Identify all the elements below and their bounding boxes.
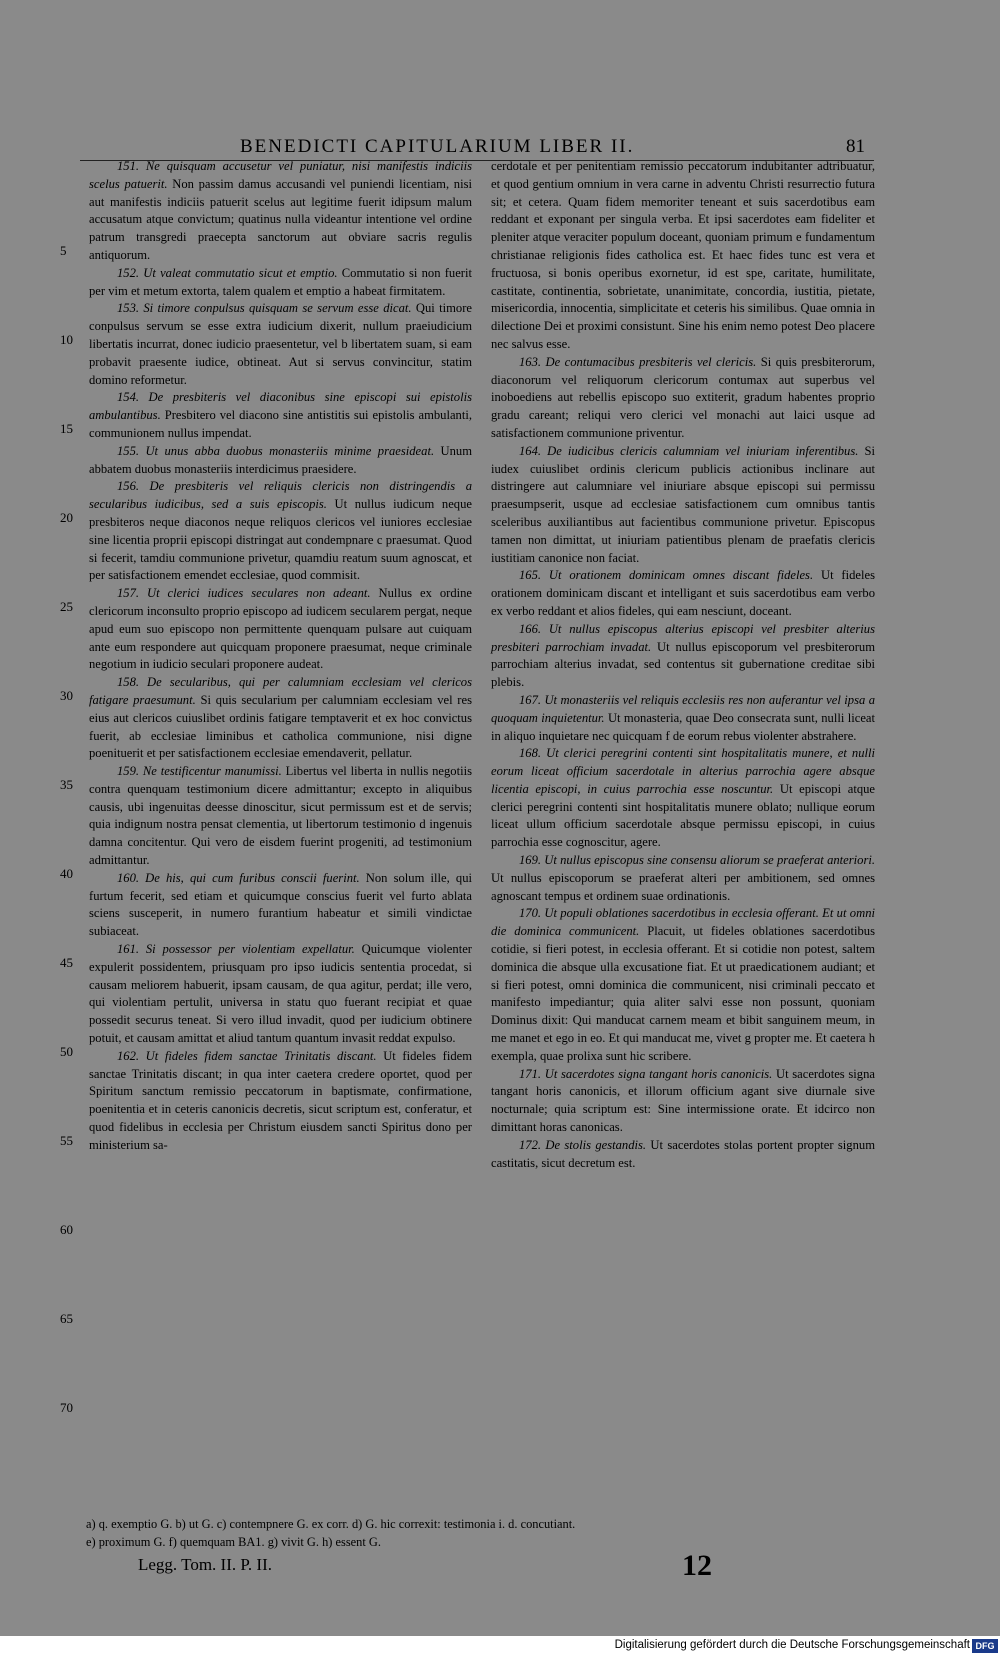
capitulum-heading: 164. De iudicibus clericis calumniam vel iniuriam inferentibus. [519, 443, 859, 458]
capitulum-text: Si quis secularium per calumniam ecclesiam vel res eius aut clericos cuiuslibet ordinis fatigare temptaverit et ex hoc convictus fuerit, ab ecclesiae liminibus et catholica communione, nisi digne poenituerit et per satisfactionem ecclesiae emendaverit, pellatur. [89, 692, 472, 761]
line-number: 15 [60, 421, 73, 436]
line-number: 40 [60, 866, 73, 881]
capitulum-paragraph [491, 852, 875, 905]
capitulum-heading: 167. Ut monasteriis vel reliquis ecclesiis res non auferantur vel ipsa a quoquam inquietentur. [491, 692, 875, 725]
capitulum-text: Non solum ille, qui furtum fecerit, sed etiam et quicumque conscius fuerit vel furto ablata sciens susceperit, in numero furantium habeatur et simili vindictae subiaceat. [89, 870, 472, 939]
capitulum-text: Nullus ex ordine clericorum inconsulto proprio episcopo ad iudicem secularem pergat, neque apud eum suo episcopo non permittente quenquam pulsare aut cuiquam ante eum respondere aut quicquam proponere praesumat, neque criminale negotium in iudicio seculari proponere audeat. [89, 586, 472, 672]
capitulum-text: Non passim damus accusandi vel puniendi licentiam, nisi aut manifestis indiciis patuerit scelus aut legitime fuerit idipsum malum accusatum atque convictum; quatinus nulla videantur intentione vel ordine patrum transgredi praecepta sanctorum aut obviare sacris regulis antiquorum. [89, 176, 472, 262]
line-number: 20 [60, 510, 73, 525]
capitulum-text: Unum abbatem duobus monasteriis interdicimus praesidere. [89, 443, 472, 476]
capitulum-text: Placuit, ut fideles oblationes sacerdotibus cotidie, si fieri potest, in ecclesia offerant. Et si cotidie non potest, saltem dominica die absque ulla excusatione fiat. Et ut praedicationem audiant; et si fieri potest, omni dominica die communicent, nisi criminali peccato et manifesto impediantur; quia aliter salvi esse non possunt, quoniam Dominus dixit: Qui manducat carnem meam et bibit sanguinem meum, in me manet et ego in eo. Et qui manducat me, vivet g propter me. Et caetera h exempla, quae prolixa sunt hic scribere. [491, 924, 875, 1063]
right-text-column [491, 158, 875, 1172]
line-number: 30 [60, 688, 73, 703]
line-number: 5 [60, 243, 67, 258]
capitulum-heading: 169. Ut nullus episcopus sine consensu aliorum se praeferat anteriori. [519, 853, 875, 868]
capitulum-text: Qui timore conpulsus servum se esse extra iudicium dixerit, nullum praeiudicium libertatis incurrat, donec iudicio praesentetur, vel b libertatem suam, si eam probavit praesente iudice, obtineat. Aut si servus convincitur, statim domino reformetur. [89, 301, 473, 387]
capitulum-text: Ut monasteria, quae Deo consecrata sunt, nulli liceat in aliquo inquietare nec quicquam f de eorum rebus violenter abstrahere. [491, 710, 875, 743]
left-text-column [89, 158, 472, 1155]
capitulum-paragraph [89, 300, 472, 389]
capitulum-heading: 170. Ut populi oblationes sacerdotibus in ecclesia offerant. Et ut omni die dominica communicent. [491, 906, 875, 939]
line-number: 25 [60, 599, 73, 614]
capitulum-heading: 161. Si possessor per violentiam expellatur. [117, 942, 355, 957]
capitulum-paragraph [491, 745, 875, 852]
capitulum-text: Ut nullus episcoporum se praeferat alteri per ambitionem, sed omnes agnoscant tempus et ordinem suae ordinationis. [491, 870, 875, 903]
capitulum-heading: 156. De presbiteris vel reliquis clericis non distringendis a secularibus iudicibus, sed a suis episcopis. [89, 479, 472, 512]
capitulum-paragraph [491, 1066, 875, 1137]
capitulum-paragraph [89, 443, 472, 479]
capitulum-heading: 157. Ut clerici iudices seculares non adeant. [117, 586, 371, 601]
line-number: 50 [60, 1044, 73, 1059]
line-number: 70 [60, 1400, 73, 1415]
capitulum-text: Ut episcopi atque clerici peregrini contenti sint hospitalitatis munere oblato; nullique eorum liceat ullum officium sacerdotale absque permissu episcopi, in cuius parrochia esse cognoscitur, agere. [491, 781, 875, 850]
capitulum-text: Ut sacerdotes signa tangant horis canonicis, et illorum officium agant sive diurnale sive nocturnale; quia scriptum est: Sine intermissione orate. Et idcirco non dimittant horas canonicas. [491, 1066, 875, 1135]
page-number: 81 [846, 136, 865, 157]
capitulum-paragraph [89, 585, 472, 674]
capitulum-paragraph [89, 1048, 472, 1155]
capitulum-heading: 155. Ut unus abba duobus monasteriis minime praesideat. [117, 443, 435, 458]
capitulum-paragraph [89, 941, 472, 1048]
footer-credit: Digitalisierung gefördert durch die Deutsche Forschungsgemeinschaft [614, 1639, 970, 1651]
capitulum-heading: 152. Ut valeat commutatio sicut et emptio. [117, 265, 338, 280]
capitulum-text: Quicumque violenter expulerit possidentem, priusquam pro ipso iudicis sententia procedat, si causam meliorem habuerit, ipsam causam, de qua agitur, perdat; ille vero, qui violentiam pertulit, universa in statu quo fuerant recipiat et quae possedit securus teneat. Si vero illud invadit, quod per iudicium obtinere potuit, et causam amittat et aliud tantum quantum invasit reddat expulso. [89, 942, 472, 1046]
capitulum-paragraph [89, 478, 472, 585]
capitulum-paragraph [491, 443, 875, 568]
footer-bar [0, 1636, 1000, 1657]
sheet-number: 12 [682, 1549, 712, 1582]
running-head: BENEDICTI CAPITULARIUM LIBER II. [240, 136, 635, 157]
capitulum-text: Ut fideles orationem dominicam discant et intelligant et suis sacerdotibus eam verbo ex verbo reddant et alios fideles, qui eam nesciunt, doceant. [491, 568, 875, 618]
capitulum-heading: 151. Ne quisquam accusetur vel puniatur, nisi manifestis indiciis scelus patuerit. [89, 159, 472, 191]
footnote-line: e) proximum G. f) quemquam BA1. g) vivit G. h) essent G. [86, 1534, 381, 1549]
capitulum-paragraph [89, 763, 472, 870]
line-number: 60 [60, 1222, 73, 1237]
line-number: 10 [60, 332, 73, 347]
capitulum-paragraph [89, 158, 472, 265]
capitulum-text: Si quis presbiterorum, diaconorum vel reliquorum clericorum contumax aut superbus vel inoboediens aut rebellis episcopo suo extiterit, gradum habentes proprio gradu careant; reliqui vero clerici vel monachi aut laici usque ad satisfactionem communione priventur. [491, 354, 875, 440]
line-number: 45 [60, 955, 73, 970]
capitulum-text: Ut fideles fidem sanctae Trinitatis discant; in qua inter caetera credere oportet, quod per Spiritum sanctum remissio peccatorum in baptismate, confirmatione, poenitentia et in ceteris canonicis decretis, sicut scriptum est, conferatur, et quod fidelibus in ecclesia per Christum eiusdem sancti Spiritus dono per ministerium sa- [89, 1048, 473, 1152]
capitulum-heading: 171. Ut sacerdotes signa tangant horis canonicis. [519, 1066, 773, 1081]
capitulum-paragraph [491, 621, 875, 692]
capitulum-heading: 168. Ut clerici peregrini contenti sint hospitalitatis munere, et nulli eorum liceat officium sacerdotale in alterius parrochia agere absque licentia episcopi, in cuius parrochia esse noscuntur. [491, 746, 875, 796]
capitulum-paragraph [89, 674, 472, 763]
capitulum-heading: 166. Ut nullus episcopus alterius episcopi vel presbiter alterius presbiteri parrochiam invadat. [491, 621, 875, 654]
footnotes [86, 1516, 876, 1551]
footnote-line: a) q. exemptio G. b) ut G. c) contempnere G. ex corr. d) G. hic correxit: testimonia i. d. concutiant. [86, 1517, 576, 1531]
capitulum-heading: 172. De stolis gestandis. [519, 1137, 647, 1152]
capitulum-heading: 165. Ut orationem dominicam omnes discant fideles. [519, 568, 814, 583]
capitulum-text: Ut nullus iudicum neque presbiteros neque diaconos neque reliquos clericos vel iuniores ecclesiae sine licentia proprii episcopi distringat aut condempnare c praesumat. Quod si fecerit, tamdiu communione privetur, quamdiu reatum suum agnoscat, et per satisfactionem emendet ecclesiae, quod commisit. [89, 497, 472, 583]
capitulum-paragraph [89, 870, 472, 941]
capitulum-paragraph [89, 265, 472, 301]
capitulum-text: Ut nullus episcoporum vel presbiterorum parrochiam alterius invadat, sed contentus sit gubernatione creditae sibi plebis. [491, 639, 875, 690]
capitulum-heading: 154. De presbiteris vel diaconibus sine episcopi sui epistolis ambulantibus. [89, 390, 472, 423]
capitulum-text: Commutatio si non fuerit per vim et metum extorta, talem qualem et emptio a habeat firmitatem. [89, 265, 472, 298]
line-number: 35 [60, 777, 73, 792]
capitulum-paragraph [491, 354, 875, 443]
capitulum-paragraph [491, 1137, 875, 1173]
capitulum-heading: 158. De secularibus, qui per calumniam ecclesiam vel clericos fatigare praesumunt. [89, 675, 472, 707]
capitulum-paragraph [491, 692, 875, 745]
signature-line: Legg. Tom. II. P. II. [138, 1555, 273, 1574]
capitulum-heading: 162. Ut fideles fidem sanctae Trinitatis discant. [117, 1048, 377, 1063]
capitulum-text: Libertus vel liberta in nullis negotiis contra quenquam testimonium dicere admittantur; excepto in aliquibus causis, ubi ingenuitas deesse dinoscitur, sicut permissum est et de servis; quia indignum nostra pensat clementia, ut libertorum testimonio d ingenuis damna concitentur. Qui vero de eisdem fuerint progeniti, ad testimonium admittantur. [89, 764, 472, 868]
capitulum-heading: 159. Ne testificentur manumissi. [117, 764, 282, 779]
line-number: 65 [60, 1311, 73, 1326]
capitulum-text: Presbitero vel diacono sine antistitis sui epistolis ambulanti, communionem nullus impendat. [89, 408, 472, 440]
capitulum-paragraph [491, 158, 875, 354]
capitulum-heading: 163. De contumacibus presbiteris vel clericis. [519, 354, 757, 369]
capitulum-heading: 160. De his, qui cum furibus conscii fuerint. [117, 870, 360, 885]
capitulum-heading: 153. Si timore conpulsus quisquam se servum esse dicat. [117, 301, 412, 316]
line-number: 55 [60, 1133, 73, 1148]
capitulum-text: Si iudex cuiuslibet ordinis clericum publicis actionibus inclinare aut distringere aut calumniare vel iniuriare absque episcopi sui permissu praesumpserit, usque ad ecclesiae satisfactionem cum omnibus tantis sceleribus auxiliantibus aut facientibus communione privetur. Episcopus tamen non dimittat, ut iniuriam patientibus plenam de praefatis clericis iustitiam canonice non faciat. [491, 443, 875, 565]
dfg-logo-icon: DFG [972, 1639, 998, 1653]
capitulum-paragraph [89, 389, 472, 442]
capitulum-text: cerdotale et per penitentiam remissio peccatorum indubitanter adtribuatur, et quod gentium omnium in vera carne in adventu Christi resurrectio futura sit; et cetera. Quam fidem memoriter teneant et suis sacerdotibus eam reddant et exponant per singula verba. Et ipsi sacerdotes eam fideliter et pleniter atque veraciter populum doceant, quoniam primum e fundamentum christianae religionis fides catholica est. Et haec fides tunc est vera et fructuosa, si bonis operibus exornetur, id est spe, caritate, humilitate, castitate, continentia, sobrietate, unanimitate, concordia, iustitia, pietate, misericordia, innocentia, simplicitate et ceteris his similibus. Quae omnia in dilectione Dei et proximi consistunt. Sine his enim nemo potest Deo placere nec salvus esse. [491, 159, 875, 351]
capitulum-paragraph [491, 567, 875, 620]
capitulum-paragraph [491, 905, 875, 1065]
capitulum-text: Ut sacerdotes stolas portent propter signum castitatis, sicut decretum est. [491, 1137, 875, 1170]
